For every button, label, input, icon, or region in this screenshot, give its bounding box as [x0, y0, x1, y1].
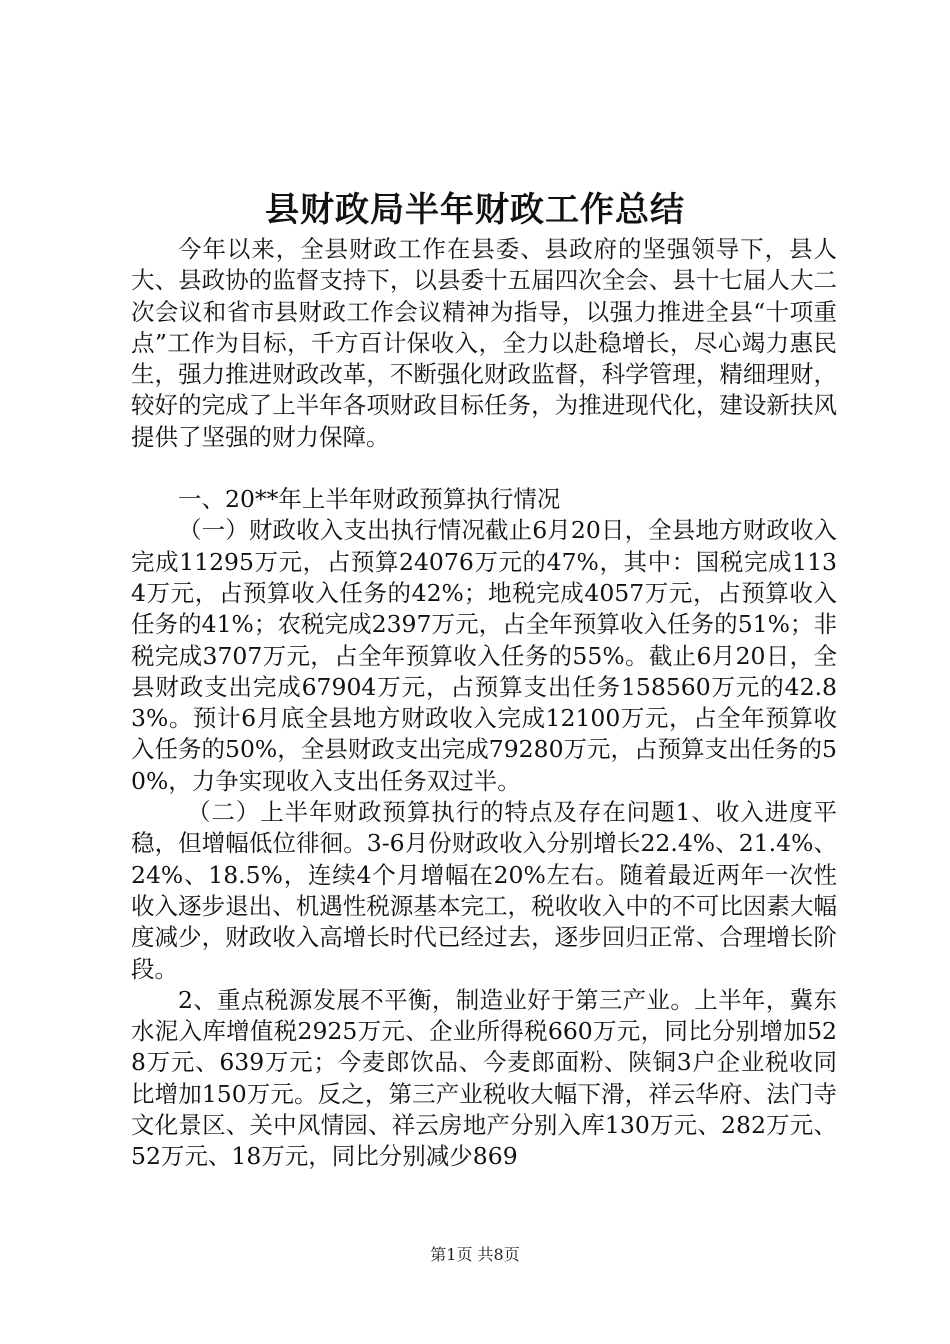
page-footer: 第1页 共8页: [430, 1245, 520, 1264]
characteristics-paragraph: （二）上半年财政预算执行的特点及存在问题1、收入进度平稳，但增幅低位徘徊。3-6月份财政收入分别增长22.4%、21.4%、24%、18.5%，连续4个月增幅在20%左右。随着最近两年一次性收入逐步退出、机遇性税源基本完工，税收收入中的不可比因素大幅度减少，财政收入高增长时代已经过去，逐步回归正常、合理增长阶段。: [131, 798, 837, 983]
tax-source-paragraph: 2、重点税源发展不平衡，制造业好于第三产业。上半年，冀东水泥入库增值税2925万元、企业所得税660万元，同比分别增加528万元、639万元；今麦郎饮品、今麦郎面粉、陕铜3户企业税收同比增加150万元。反之，第三产业税收大幅下滑，祥云华府、法门寺文化景区、关中风情园、祥云房地产分别入库130万元、282万元、52万元、18万元，同比分别减少869: [131, 985, 837, 1171]
revenue-expenditure-paragraph: （一）财政收入支出执行情况截止6月20日，全县地方财政收入完成11295万元，占预算24076万元的47%，其中：国税完成1134万元，占预算收入任务的42%；地税完成4057万元，占预算收入任务的41%；农税完成2397万元，占全年预算收入任务的51%；非税完成3707万元，占全年预算收入任务的55%。截止6月20日，全县财政支出完成67904万元，占预算支出任务158560万元的42.83%。预计6月底全县地方财政收入完成12100万元，占全年预算收入任务的50%，全县财政支出完成79280万元，占预算支出任务的50%，力争实现收入支出任务双过半。: [131, 516, 837, 795]
document-body: [131, 234, 837, 1173]
document-title: 县财政局半年财政工作总结: [265, 190, 685, 230]
section-heading: 一、20**年上半年财政预算执行情况: [178, 485, 561, 514]
paragraph-spacer: [131, 453, 837, 484]
intro-paragraph: 今年以来，全县财政工作在县委、县政府的坚强领导下，县人大、县政协的监督支持下，以县委十五届四次全会、县十七届人大二次会议和省市县财政工作会议精神为指导，以强力推进全县“十项重点”工作为目标，千方百计保收入，全力以赴稳增长，尽心竭力惠民生，强力推进财政改革，不断强化财政监督，科学管理，精细理财，较好的完成了上半年各项财政目标任务，为推进现代化，建设新扶风提供了坚强的财力保障。: [131, 235, 837, 451]
